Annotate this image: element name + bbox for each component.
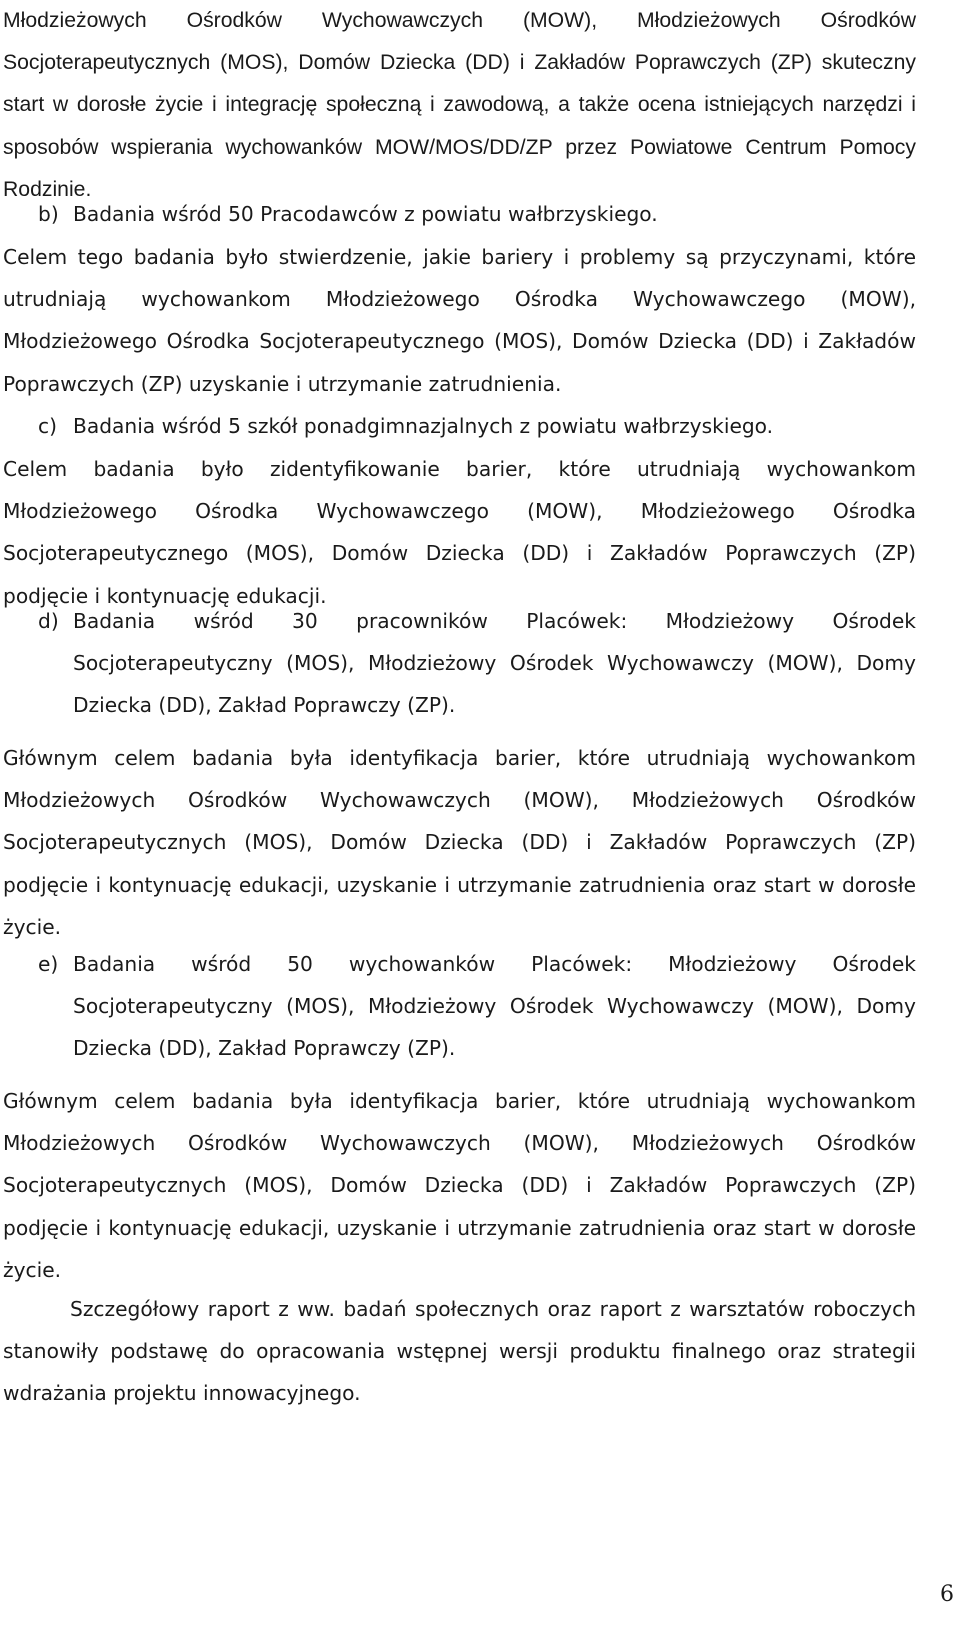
section-d-heading <box>38 600 916 727</box>
section-e-heading <box>38 943 916 1070</box>
intro-paragraph: Młodzieżowych Ośrodków Wychowawczych (MOW), Młodzieżowych Ośrodków Socjoterapeutycznych (MOS), Domów Dziecka (DD) i Zakładów Poprawczych (ZP) skuteczny start w dorosłe życie i integrację społeczną i zawodową, a także ocena istniejących narzędzi i sposobów wspierania wychowanków MOW/MOS/DD/ZP przez Powiatowe Centrum Pomocy Rodzinie. <box>3 9 916 201</box>
section-d-marker: d) <box>38 609 59 633</box>
section-d-body: Głównym celem badania była identyfikacja barier, które utrudniają wychowankom Młodzieżowych Ośrodków Wychowawczych (MOW), Młodzieżowych Ośrodków Socjoterapeutycznych (MOS), Domów Dziecka (DD) i Zakładów Poprawczych (ZP) podjęcie i kontynuację edukacji, uzyskanie i utrzymanie zatrudnienia oraz start w dorosłe życie. <box>3 746 916 939</box>
section-e-marker: e) <box>38 952 59 976</box>
section-b-marker: b) <box>38 202 59 226</box>
section-b-heading-text: Badania wśród 50 Pracodawców z powiatu wałbrzyskiego. <box>73 202 658 226</box>
section-e-body: Głównym celem badania była identyfikacja barier, które utrudniają wychowankom Młodzieżowych Ośrodków Wychowawczych (MOW), Młodzieżowych Ośrodków Socjoterapeutycznych (MOS), Domów Dziecka (DD) i Zakładów Poprawczych (ZP) podjęcie i kontynuację edukacji, uzyskanie i utrzymanie zatrudnienia oraz start w dorosłe życie. <box>3 1089 916 1282</box>
conclusion-paragraph: Szczegółowy raport z ww. badań społecznych oraz raport z warsztatów roboczych stanowiły podstawę do opracowania wstępnej wersji produktu finalnego oraz strategii wdrażania projektu innowacyjnego. <box>3 1297 916 1406</box>
section-c-heading <box>38 405 916 447</box>
section-c-heading-text: Badania wśród 5 szkół ponadgimnazjalnych z powiatu wałbrzyskiego. <box>73 414 774 438</box>
section-c-body: Celem badania było zidentyfikowanie barier, które utrudniają wychowankom Młodzieżowego Ośrodka Wychowawczego (MOW), Młodzieżowego Ośrodka Socjoterapeutycznego (MOS), Domów Dziecka (DD) i Zakładów Poprawczych (ZP) podjęcie i kontynuację edukacji. <box>3 457 916 608</box>
page-number: 6 <box>940 1582 954 1607</box>
section-e-heading-text: Badania wśród 50 wychowanków Placówek: Młodzieżowy Ośrodek Socjoterapeutyczny (MOS), Młodzieżowy Ośrodek Wychowawczy (MOW), Domy Dziecka (DD), Zakład Poprawczy (ZP). <box>73 952 916 1061</box>
section-b-body: Celem tego badania było stwierdzenie, jakie bariery i problemy są przyczynami, które utrudniają wychowankom Młodzieżowego Ośrodka Wychowawczego (MOW), Młodzieżowego Ośrodka Socjoterapeutycznego (MOS), Domów Dziecka (DD) i Zakładów Poprawczych (ZP) uzyskanie i utrzymanie zatrudnienia. <box>3 245 916 396</box>
section-c-marker: c) <box>38 414 57 438</box>
section-b-heading <box>38 193 916 235</box>
section-d-heading-text: Badania wśród 30 pracowników Placówek: Młodzieżowy Ośrodek Socjoterapeutyczny (MOS), Młodzieżowy Ośrodek Wychowawczy (MOW), Domy Dziecka (DD), Zakład Poprawczy (ZP). <box>73 609 916 718</box>
